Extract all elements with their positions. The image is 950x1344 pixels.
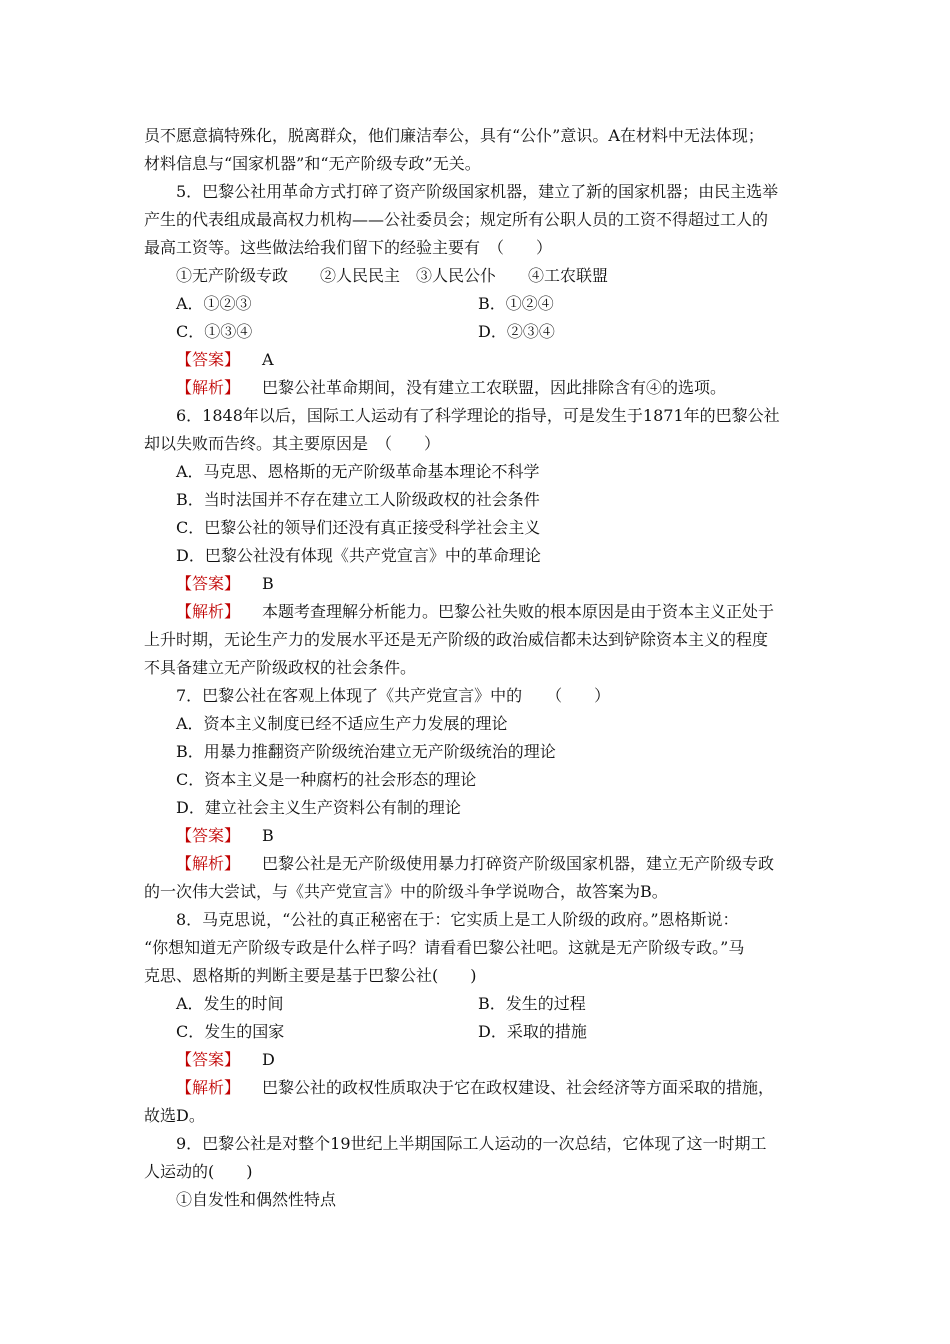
analysis-label: 【解析】 [176,854,241,873]
question-8-analysis [176,1078,774,1098]
analysis-text: 本题考查理解分析能力。巴黎公社失败的根本原因是由于资本主义正处于 [262,602,775,621]
analysis-text: 巴黎公社革命期间，没有建立工农联盟，因此排除含有④的选项。 [262,378,727,397]
question-8-option-a: A．发生的时间 [176,994,284,1013]
question-7-option-a: A．资本主义制度已经不适应生产力发展的理论 [176,714,508,733]
question-8-analysis-cont: 故选D。 [144,1106,205,1125]
question-9-stem: 人运动的( ) [144,1162,253,1181]
question-7-analysis [176,854,774,874]
question-8-option-d: D．采取的措施 [478,1022,587,1041]
question-6-analysis-cont: 不具备建立无产阶级政权的社会条件。 [144,658,417,677]
answer-label: 【答案】 [176,574,241,593]
question-5-analysis [176,378,726,398]
answer-label: 【答案】 [176,1050,241,1069]
question-8-option-b: B．发生的过程 [478,994,586,1013]
text-line: 材料信息与“国家机器”和“无产阶级专政”无关。 [144,154,481,173]
analysis-label: 【解析】 [176,602,241,621]
question-7-stem: 7．巴黎公社在客观上体现了《共产党宣言》中的 （ ） [176,686,611,705]
question-8-stem: “你想知道无产阶级专政是什么样子吗？请看看巴黎公社吧。这就是无产阶级专政。”马 [144,938,745,957]
analysis-text: 巴黎公社是无产阶级使用暴力打碎资产阶级国家机器，建立无产阶级专政 [262,854,775,873]
question-5-option-c: C．①③④ [176,322,253,341]
question-7-option-b: B．用暴力推翻资产阶级统治建立无产阶级统治的理论 [176,742,556,761]
answer-value: A [262,350,274,369]
question-6-analysis [176,602,774,622]
answer-value: B [262,574,274,593]
question-6-stem: 6．1848年以后，国际工人运动有了科学理论的指导，可是发生于1871年的巴黎公社 [176,406,780,425]
question-5-stem: 产生的代表组成最高权力机构——公社委员会；规定所有公职人员的工资不得超过工人的 [144,210,769,229]
text-line: 员不愿意搞特殊化，脱离群众，他们廉洁奉公，具有“公仆”意识。A在材料中无法体现； [144,126,764,145]
answer-value: B [262,826,274,845]
question-5-stem: 最高工资等。这些做法给我们留下的经验主要有 （ ） [144,238,553,257]
question-5-option-d: D．②③④ [478,322,555,341]
question-6-option-b: B．当时法国并不存在建立工人阶级政权的社会条件 [176,490,540,509]
question-8-option-c: C．发生的国家 [176,1022,285,1041]
question-8-stem: 8．马克思说，“公社的真正秘密在于：它实质上是工人阶级的政府。”恩格斯说： [176,910,739,929]
answer-label: 【答案】 [176,350,241,369]
question-6-answer [176,574,274,594]
question-8-answer [176,1050,275,1070]
question-7-option-c: C．资本主义是一种腐朽的社会形态的理论 [176,770,477,789]
question-5-answer [176,350,274,370]
question-5-option-b: B．①②④ [478,294,554,313]
question-6-option-c: C．巴黎公社的领导们还没有真正接受科学社会主义 [176,518,541,537]
question-6-option-a: A．马克思、恩格斯的无产阶级革命基本理论不科学 [176,462,540,481]
question-8-stem: 克思、恩格斯的判断主要是基于巴黎公社( ) [144,966,477,985]
question-7-option-d: D．建立社会主义生产资料公有制的理论 [176,798,461,817]
analysis-label: 【解析】 [176,1078,241,1097]
question-6-option-d: D．巴黎公社没有体现《共产党宣言》中的革命理论 [176,546,541,565]
question-5-option-a: A．①②③ [176,294,252,313]
analysis-text: 巴黎公社的政权性质取决于它在政权建设、社会经济等方面采取的措施， [262,1078,775,1097]
question-7-analysis-cont: 的一次伟大尝试，与《共产党宣言》中的阶级斗争学说吻合，故答案为B。 [144,882,668,901]
question-6-analysis-cont: 上升时期，无论生产力的发展水平还是无产阶级的政治威信都未达到铲除资本主义的程度 [144,630,769,649]
question-9-item: ①自发性和偶然性特点 [176,1190,337,1209]
question-9-stem: 9．巴黎公社是对整个19世纪上半期国际工人运动的一次总结，它体现了这一时期工 [176,1134,767,1153]
analysis-label: 【解析】 [176,378,241,397]
answer-label: 【答案】 [176,826,241,845]
question-6-stem: 却以失败而告终。其主要原因是 （ ） [144,434,441,453]
answer-value: D [262,1050,275,1069]
question-7-answer [176,826,274,846]
question-5-stem: 5．巴黎公社用革命方式打碎了资产阶级国家机器，建立了新的国家机器；由民主选举 [176,182,779,201]
question-5-items: ①无产阶级专政 ②人民民主 ③人民公仆 ④工农联盟 [176,266,609,285]
